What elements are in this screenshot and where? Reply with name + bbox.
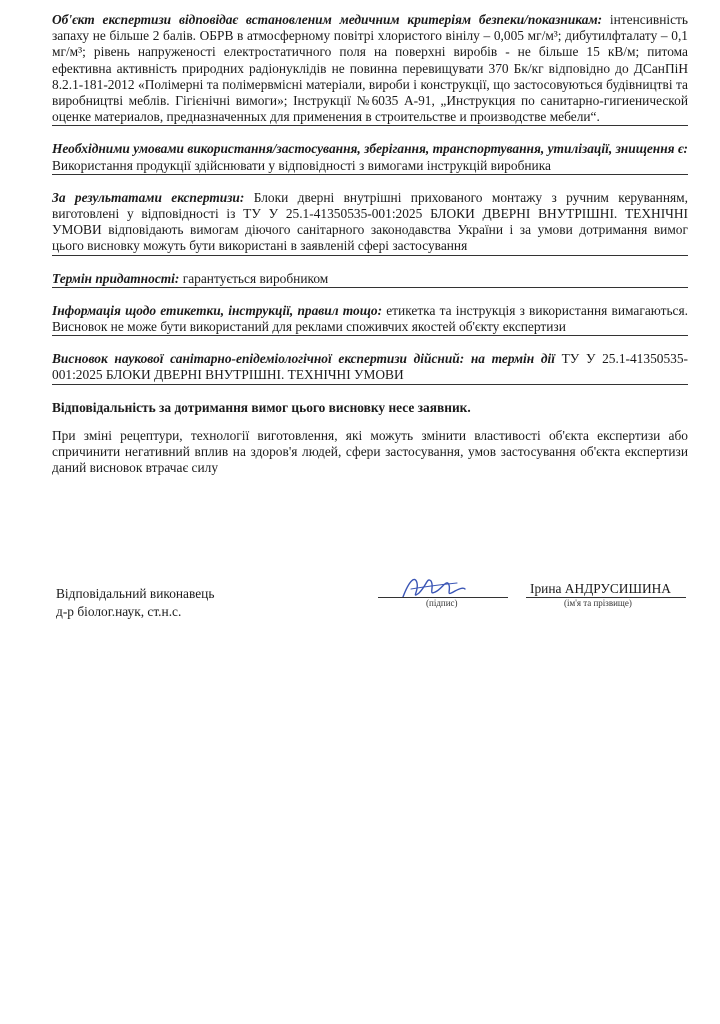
signature-caption: (підпис): [426, 598, 458, 608]
section-results-lead: За результатами експертизи:: [52, 189, 245, 205]
section-validity-text: ТУ У 25.1-41350535-001:2025 БЛОКИ ДВЕРНІ ВНУТРІШНІ. ТЕХНІЧНІ УМОВИ: [52, 351, 688, 383]
section-results-text: Блоки дверні внутрішні прихованого монтажу з ручним керуванням, виготовлені у відповідності із ТУ У 25.1-41350535-001:2025 БЛОКИ ДВЕРНІ ВНУТРІШНІ. ТЕХНІЧНІ УМОВИ відповідають вимогам діючого санітарного законодавства України і за умови дотримання вимог цього висновку можуть бути використані в заявленій сфері застосування: [52, 189, 688, 254]
section-labeling-lead: Інформація щодо етикетки, інструкції, правил тощо:: [52, 302, 383, 318]
section-object: [52, 12, 688, 126]
responsibility-statement: Відповідальність за дотримання вимог цього висновку несе заявник.: [52, 399, 471, 415]
section-shelf-life-text: гарантується виробником: [179, 270, 329, 286]
section-conditions-text: Використання продукції здійснювати у відповідності з вимогами інструкцій виробника: [52, 157, 551, 173]
section-shelf-life-lead: Термін придатності:: [52, 270, 180, 286]
signatory-name: Ірина АНДРУСИШИНА: [530, 581, 671, 596]
section-conditions-lead: Необхідними умовами використання/застосування, зберігання, транспортування, утилізації, знищення є:: [52, 141, 688, 157]
change-notice: При зміні рецептури, технології виготовлення, які можуть змінити властивості об'єкта експертизи або спричинити негативний вплив на здоров'я людей, сфери застосування, умов застосування об'єкта експертизи даний висновок втрачає силу: [52, 427, 688, 476]
section-shelf-life: [52, 271, 688, 288]
section-results: [52, 190, 688, 256]
section-validity: [52, 351, 688, 384]
section-object-text: інтенсивність запаху не більше 2 балів. ОБРВ в атмосферному повітрі хлористого вінілу – 0,005 мг/м³; дибутилфталату – 0,1 мг/м³; рівень напруженості електростатичного поля на поверхні виробів - не більше 15 кВ/м; питома ефективна активність природних радіонуклідів не повинна перевищувати 370 Бк/кг відповідно до ДСанПіН 8.2.1-181-2012 «Полімерні та полімервмісні матеріали, вироби і конструкції, що застосовуються будівництві та виробництві меблів. Гігієнічні вимоги»; Інструкції №6035 А-91, „Инструкция по санитарно-гигиенической оценке материалов, предназначенных для применения в строительстве и производстве мебели“.: [52, 12, 689, 125]
section-labeling: [52, 303, 688, 336]
signatory-role: Відповідальний виконавець: [56, 586, 215, 601]
section-validity-lead: Висновок наукової санітарно-епідеміологічної експертизи дійсний: на термін дії: [52, 351, 555, 367]
section-object-lead: Об'єкт експертизи відповідає встановленим медичним критеріям безпеки/показникам:: [52, 12, 603, 27]
document-page: [52, 12, 688, 476]
name-caption: (ім'я та прізвище): [564, 598, 632, 608]
signatory-degree: д-р біолог.наук, ст.н.с.: [56, 604, 182, 619]
signature-block: [52, 581, 692, 625]
section-labeling-text: етикетка та інструкція з використання вимагаються. Висновок не може бути використаний для реклами споживчих якостей об'єкту експертизи: [52, 302, 688, 335]
section-conditions: [52, 141, 688, 174]
